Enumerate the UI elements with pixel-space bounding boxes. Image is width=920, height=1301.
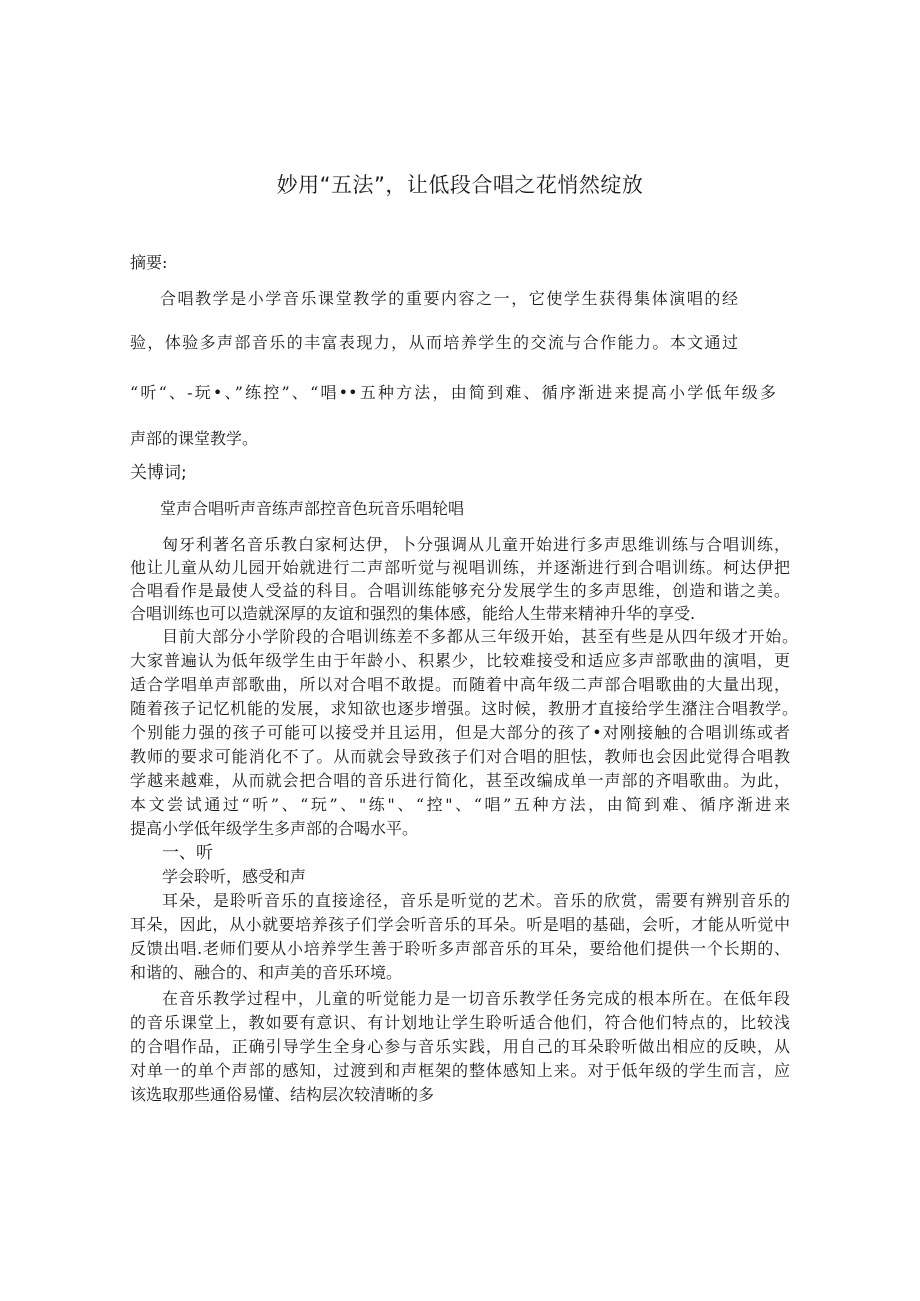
body-line: 学越来越难，从而就会把合唱的音乐进行简化，甚至改编成单一声部的齐唱歌曲。为此， [130,771,790,790]
abstract-line: 合唱教学是小学音乐课堂教学的重要内容之一，它使学生获得集体演唱的经 [160,289,738,308]
body-line: 合唱训练也可以造就深厚的友谊和强烈的集体感，能给人生带来精神升华的享受. [130,604,696,623]
keywords: 堂声合唱听声音练声部控音色玩音乐唱轮唱 [160,499,465,518]
body-line: 该选取那些通俗易懂、结构层次较清晰的多 [130,1085,435,1104]
body-line: 和谐的、融合的、和声美的音乐环境。 [130,963,403,982]
body-line: 的合唱作品，正确引导学生全身心参与音乐实践，用自己的耳朵聆听做出相应的反映，从 [130,1037,790,1056]
body-line: 匈牙利著名音乐教白家柯达伊，卜分强调从儿童开始进行多声思维训练与合唱训练， [162,535,790,554]
section-subheading: 学会聆听，感受和声 [162,867,307,886]
body-line: 本文尝试通过“听”、“玩”、"练"、“控"、“唱”五种方法，由简到难、循序渐进来 [130,795,790,814]
body-line: 个别能力强的孩子可能可以接受并且运用，但是大部分的孩了•对刚接触的合唱训练或者 [130,723,790,742]
page-title: 妙用“五法”，让低段合唱之花悄然绽放 [276,173,644,197]
abstract-line: 声部的课堂教学。 [130,429,259,448]
body-line: 对单一的单个声部的感知，过渡到和声框架的整体感知上来。对于低年级的学生而言，应 [130,1061,790,1080]
body-line: 他让儿童从幼儿园开始就进行二声部听觉与视唱训练，并逐渐进行到合唱训练。柯达伊把 [130,558,790,577]
body-line: 提高小学低年级学生多声部的合喝水平。 [130,819,419,838]
body-line: 的音乐课堂上，教如要有意识、有计划地让学生聆听适合他们，符合他们特点的，比较浅 [130,1013,790,1032]
body-line: 大家普遍认为低年级学生由于年龄小、积累少，比较难接受和适应多声部歌曲的演唱，更 [130,651,790,670]
body-line: 目前大部分小学阶段的合唱训练差不多都从三年级开始，甚至有些是从四年级才开始。 [162,627,798,646]
body-line: 教师的要求可能消化不了。从而就会导致孩子们对合唱的胆怯，教师也会因此觉得合唱教 [130,747,790,766]
abstract-label: 摘要: [130,253,168,272]
abstract-line: 验，体验多声部音乐的丰富表现力，从而培养学生的交流与合作能力。本文通过 [130,333,738,352]
keywords-label: 关博词; [130,463,187,483]
body-line: 反馈出唱.老师们要从小培养学生善于聆听多声部音乐的耳朵，要给他们提供一个长期的、 [130,939,790,958]
body-line: 在音乐教学过程中，儿童的听觉能力是一切音乐教学任务完成的根本所在。在低年段 [162,989,790,1008]
section-heading: 一、听 [162,843,213,863]
body-line: 随着孩子记忆机能的发展，求知欲也逐步增强。这时候，教册才直接给学生潴注合唱教学。 [130,699,798,718]
body-line: 耳朵，因此，从小就要培养孩子们学会听音乐的耳朵。听是唱的基础，会听，才能从听觉中 [130,915,790,934]
body-line: 耳朵，是聆听音乐的直接途径，音乐是听觉的艺术。音乐的欣赏，需要有辨别音乐的 [162,891,790,910]
body-line: 合唱看作是最使人受益的科目。合唱训练能够充分发展学生的多声思维，创造和谐之美。 [130,581,790,600]
abstract-line: “听“、-玩•、”练控”、“唱••五种方法，由简到难、循序渐进来提高小学低年级多 [130,383,776,402]
body-line: 适合学唱单声部歌曲，所以对合唱不敢提。而随着中高年级二声部合唱歌曲的大量出现， [130,675,790,694]
